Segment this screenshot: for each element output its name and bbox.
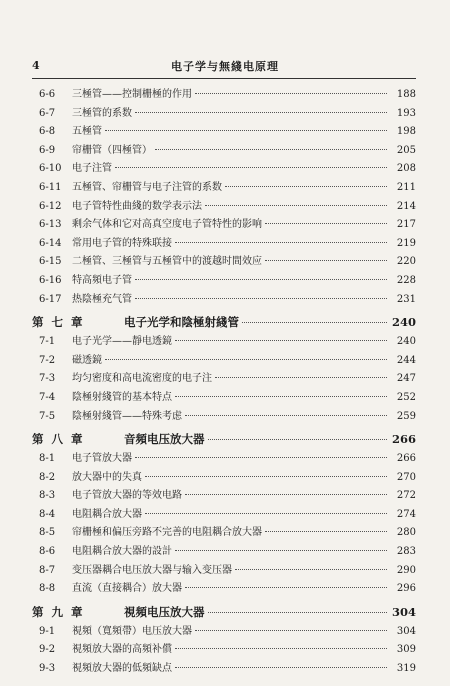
toc-leader-dots bbox=[175, 241, 387, 243]
toc-entry-number: 8-8 bbox=[39, 583, 56, 595]
toc-entry-number: 6-17 bbox=[39, 293, 62, 305]
toc-leader-dots bbox=[145, 512, 387, 514]
toc-entry-page: 270 bbox=[396, 471, 416, 483]
toc-entry-number: 6-15 bbox=[39, 256, 62, 268]
toc-section-entry bbox=[32, 660, 416, 679]
toc-entry-number: 7-2 bbox=[39, 354, 56, 366]
toc-entry-page: 193 bbox=[396, 107, 416, 119]
toc-section-entry bbox=[32, 86, 416, 105]
toc-entry-title: 帘栅極和偏压旁路不完善的电阻耦合放大器 bbox=[72, 527, 262, 539]
toc-leader-dots bbox=[135, 456, 387, 458]
toc-entry-number: 8-6 bbox=[39, 546, 56, 558]
toc-entry-number: 9-3 bbox=[39, 663, 56, 675]
toc-leader-dots bbox=[208, 438, 388, 440]
toc-leader-dots bbox=[185, 586, 387, 588]
toc-leader-dots bbox=[135, 297, 387, 299]
toc-leader-dots bbox=[265, 259, 387, 261]
toc-section-entry bbox=[32, 469, 416, 488]
toc-section-entry bbox=[32, 235, 416, 254]
toc-section-entry bbox=[32, 198, 416, 217]
toc-entry-number: 8-7 bbox=[39, 564, 56, 576]
toc-entry-page: 220 bbox=[396, 256, 416, 268]
toc-entry-page: 188 bbox=[396, 89, 416, 100]
toc-entry-number: 9-2 bbox=[39, 644, 56, 656]
toc-leader-dots bbox=[265, 530, 387, 532]
toc-entry-page: 274 bbox=[396, 508, 416, 520]
toc-entry-number: 6-8 bbox=[39, 126, 56, 138]
toc-section-entry bbox=[32, 580, 416, 599]
running-title: 电子学与無綫电原理 bbox=[171, 60, 279, 73]
toc-section-entry bbox=[32, 160, 416, 179]
toc-entry-page: 217 bbox=[396, 219, 416, 231]
toc-section-entry bbox=[32, 641, 416, 660]
toc-section-entry bbox=[32, 216, 416, 235]
toc-entry-title: 磁透鏡 bbox=[72, 354, 102, 366]
toc-entry-title: 放大器中的失真 bbox=[72, 471, 142, 483]
toc-entry-page: 266 bbox=[396, 453, 416, 465]
toc-entry-title: 陰極射綫管的基本特点 bbox=[72, 391, 172, 403]
toc-leader-dots bbox=[135, 278, 387, 280]
toc-section-entry bbox=[32, 487, 416, 506]
toc-entry-title: 三極管的系数 bbox=[72, 107, 132, 119]
toc-entry-page: 228 bbox=[396, 274, 416, 286]
toc-entry-title: 常用电子管的特殊联接 bbox=[72, 237, 172, 249]
toc-entry-title: 視頻放大器的低頻缺点 bbox=[72, 663, 172, 675]
toc-leader-dots bbox=[195, 92, 387, 94]
toc-entry-title: 音頻电压放大器 bbox=[124, 432, 205, 447]
toc-entry-number: 8-1 bbox=[39, 453, 56, 465]
toc-entry-number: 6-14 bbox=[39, 237, 62, 249]
toc-leader-dots bbox=[205, 204, 387, 206]
toc-leader-dots bbox=[135, 111, 387, 113]
toc-entry-number: 8-2 bbox=[39, 471, 56, 483]
toc-entry-title: 特高頻电子管 bbox=[72, 274, 132, 286]
toc-entry-title: 电子管放大器的等效电路 bbox=[72, 490, 182, 502]
page-header bbox=[32, 58, 418, 76]
toc-entry-page: 252 bbox=[396, 391, 416, 403]
toc-leader-dots bbox=[105, 358, 387, 360]
toc-entry-page: 309 bbox=[396, 644, 416, 656]
toc-entry-page: 214 bbox=[396, 200, 416, 212]
toc-leader-dots bbox=[215, 376, 387, 378]
toc-entry-title: 五極管 bbox=[72, 126, 102, 138]
toc-entry-page: 205 bbox=[396, 144, 416, 156]
toc-entry-page: 240 bbox=[391, 315, 416, 330]
toc-chapter-entry bbox=[32, 429, 416, 450]
toc-entry-number: 第 八 章 bbox=[32, 432, 85, 447]
toc-section-entry bbox=[32, 408, 416, 427]
toc-section-entry bbox=[32, 105, 416, 124]
toc-entry-page: 244 bbox=[396, 354, 416, 366]
toc-leader-dots bbox=[185, 414, 387, 416]
toc-leader-dots bbox=[185, 493, 387, 495]
toc-section-entry bbox=[32, 543, 416, 562]
toc-entry-number: 7-3 bbox=[39, 373, 56, 385]
toc-entry-page: 290 bbox=[396, 564, 416, 576]
toc-section-entry bbox=[32, 123, 416, 142]
toc-leader-dots bbox=[105, 129, 387, 131]
toc-entry-number: 8-3 bbox=[39, 490, 56, 502]
toc-section-entry bbox=[32, 524, 416, 543]
toc-entry-page: 280 bbox=[396, 527, 416, 539]
toc-entry-page: 211 bbox=[396, 181, 416, 193]
toc-entry-number: 6-9 bbox=[39, 144, 56, 156]
toc-leader-dots bbox=[208, 611, 388, 613]
page-number: 4 bbox=[32, 59, 40, 72]
toc-entry-number: 6-10 bbox=[39, 163, 62, 175]
toc-entry-title: 二極管、三極管与五極管中的渡越时間效应 bbox=[72, 256, 262, 268]
toc-leader-dots bbox=[225, 185, 387, 187]
toc-entry-title: 視頻（寬頻帶）电压放大器 bbox=[72, 625, 192, 637]
toc-entry-number: 第 七 章 bbox=[32, 315, 85, 330]
toc-section-entry bbox=[32, 623, 416, 642]
toc-entry-title: 电子管放大器 bbox=[72, 453, 132, 465]
toc-leader-dots bbox=[242, 321, 387, 323]
toc-entry-title: 变压器耦合电压放大器与输入变压器 bbox=[72, 564, 232, 576]
toc-entry-title: 視頻电压放大器 bbox=[124, 604, 205, 619]
toc-leader-dots bbox=[175, 395, 387, 397]
toc-leader-dots bbox=[195, 629, 387, 631]
toc-section-entry bbox=[32, 253, 416, 272]
toc-chapter-entry bbox=[32, 602, 416, 623]
toc-leader-dots bbox=[175, 549, 387, 551]
toc-entry-title: 直流（直接耦合）放大器 bbox=[72, 583, 182, 595]
toc-leader-dots bbox=[115, 166, 387, 168]
toc-entry-title: 陰極射綫管——特殊考虑 bbox=[72, 410, 182, 422]
toc-leader-dots bbox=[235, 568, 387, 570]
toc-entry-number: 7-5 bbox=[39, 410, 56, 422]
toc-section-entry bbox=[32, 562, 416, 581]
toc-entry-page: 240 bbox=[396, 336, 416, 348]
toc-entry-number: 7-4 bbox=[39, 391, 56, 403]
toc-entry-number: 6-12 bbox=[39, 200, 62, 212]
toc-entry-title: 电阻耦合放大器的設計 bbox=[72, 546, 172, 558]
toc-entry-title: 热陰極充气管 bbox=[72, 293, 132, 305]
toc-entry-page: 219 bbox=[396, 237, 416, 249]
toc-entry-number: 第 九 章 bbox=[32, 604, 85, 619]
toc-section-entry bbox=[32, 352, 416, 371]
toc-entry-title: 电阻耦合放大器 bbox=[72, 508, 142, 520]
toc-entry-number: 8-5 bbox=[39, 527, 56, 539]
toc-section-entry bbox=[32, 333, 416, 352]
toc-section-entry bbox=[32, 389, 416, 408]
toc-leader-dots bbox=[265, 222, 387, 224]
toc-entry-number: 6-16 bbox=[39, 274, 62, 286]
toc-entry-page: 259 bbox=[396, 410, 416, 422]
toc-entry-number: 6-13 bbox=[39, 219, 62, 231]
toc-section-entry bbox=[32, 179, 416, 198]
toc-entry-title: 电子管特性曲綫的数学表示法 bbox=[72, 200, 202, 212]
toc-entry-page: 208 bbox=[396, 163, 416, 175]
toc-leader-dots bbox=[175, 647, 387, 649]
toc-entry-page: 304 bbox=[396, 625, 416, 637]
toc-entry-title: 五極管、帘栅管与电子注管的系数 bbox=[72, 181, 222, 193]
toc-entry-title: 視頻放大器的高頻补償 bbox=[72, 644, 172, 656]
toc-leader-dots bbox=[155, 148, 387, 150]
toc-entry-title: 均匀密度和高电流密度的电子注 bbox=[72, 373, 212, 385]
toc-entry-title: 电子光学——靜电透鏡 bbox=[72, 336, 172, 348]
toc-entry-number: 7-1 bbox=[39, 336, 56, 348]
toc-entry-page: 283 bbox=[396, 546, 416, 558]
toc-entry-number: 6-6 bbox=[39, 89, 56, 100]
toc-entry-page: 231 bbox=[396, 293, 416, 305]
toc-section-entry bbox=[32, 142, 416, 161]
toc-entry-number: 6-11 bbox=[39, 181, 62, 193]
toc-entry-number: 9-1 bbox=[39, 625, 56, 637]
toc-leader-dots bbox=[145, 475, 387, 477]
toc-entry-title: 电子光学和陰極射綫管 bbox=[124, 315, 239, 330]
toc-entry-page: 272 bbox=[396, 490, 416, 502]
table-of-contents bbox=[32, 86, 416, 679]
toc-entry-title: 剩余气体和它对高真空度电子管特性的影响 bbox=[72, 219, 262, 231]
toc-entry-title: 电子注管 bbox=[72, 163, 112, 175]
toc-entry-page: 296 bbox=[396, 583, 416, 595]
toc-entry-number: 6-7 bbox=[39, 107, 56, 119]
toc-section-entry bbox=[32, 506, 416, 525]
toc-entry-page: 319 bbox=[396, 663, 416, 675]
toc-entry-number: 8-4 bbox=[39, 508, 56, 520]
header-rule bbox=[32, 78, 416, 79]
toc-leader-dots bbox=[175, 666, 387, 668]
toc-entry-page: 198 bbox=[396, 126, 416, 138]
toc-entry-title: 三極管——控制栅極的作用 bbox=[72, 89, 192, 100]
toc-entry-page: 304 bbox=[391, 604, 416, 619]
toc-leader-dots bbox=[175, 339, 387, 341]
toc-section-entry bbox=[32, 450, 416, 469]
toc-section-entry bbox=[32, 291, 416, 310]
toc-entry-title: 帘栅管（四極管） bbox=[72, 144, 152, 156]
toc-section-entry bbox=[32, 370, 416, 389]
toc-chapter-entry bbox=[32, 312, 416, 333]
toc-entry-page: 247 bbox=[396, 373, 416, 385]
toc-section-entry bbox=[32, 272, 416, 291]
toc-entry-page: 266 bbox=[391, 432, 416, 447]
